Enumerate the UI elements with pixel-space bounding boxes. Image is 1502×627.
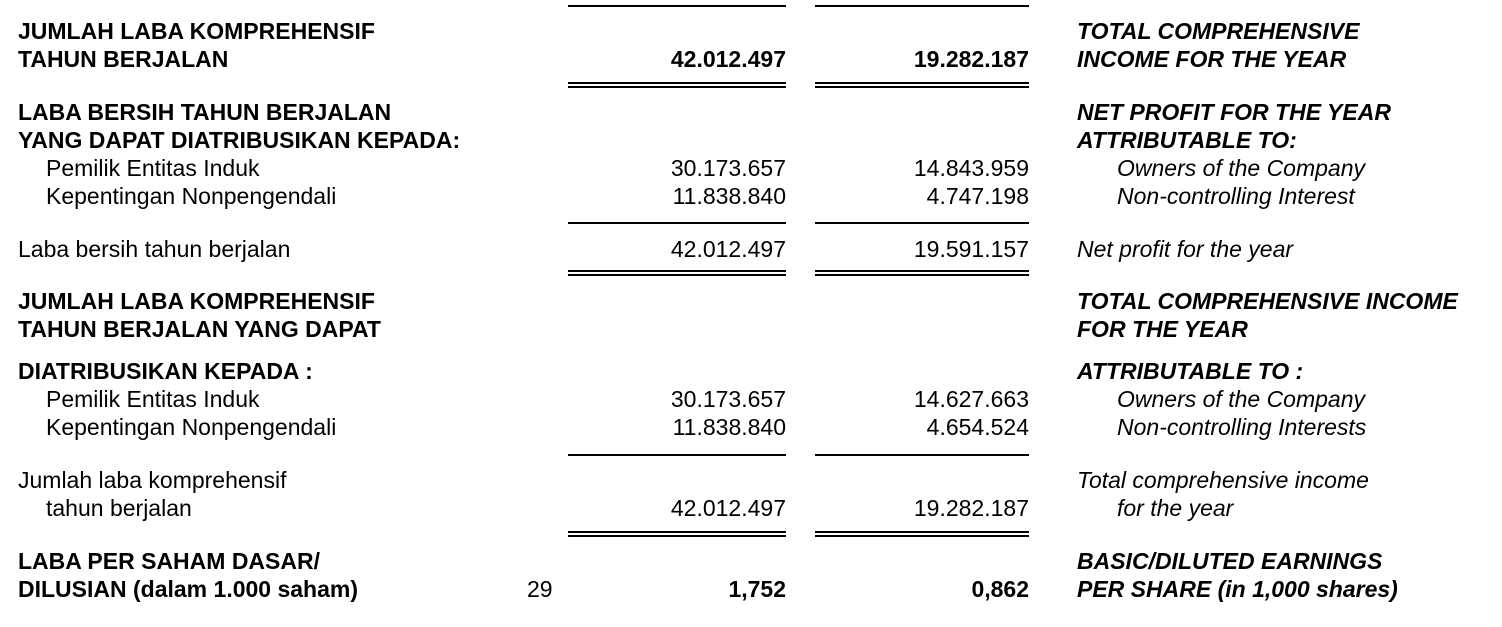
eps-note-ref: 29: [527, 576, 553, 602]
ci-attr-label-en-1: TOTAL COMPREHENSIVE INCOME: [1077, 288, 1458, 314]
eps-label-en-2: PER SHARE (in 1,000 shares): [1077, 576, 1398, 602]
ci-attr-label-en-3: ATTRIBUTABLE TO :: [1077, 358, 1304, 384]
ci-owners-label-en: Owners of the Company: [1117, 386, 1366, 412]
total-ci-label-id-2: TAHUN BERJALAN: [18, 46, 229, 72]
double-rule-current-2b: [568, 274, 786, 276]
double-rule-prior-1b: [815, 86, 1029, 88]
double-rule-prior-3b: [815, 535, 1029, 537]
np-attr-label-id-1: LABA BERSIH TAHUN BERJALAN: [18, 99, 392, 125]
ci-owners-current: 30.173.657: [670, 386, 786, 412]
total-ci-prior: 19.282.187: [913, 46, 1029, 72]
net-profit-prior: 19.591.157: [913, 236, 1029, 262]
net-profit-label-en: Net profit for the year: [1077, 236, 1294, 262]
np-nci-label-en: Non-controlling Interest: [1117, 183, 1355, 209]
np-attr-label-id-2: YANG DAPAT DIATRIBUSIKAN KEPADA:: [18, 127, 461, 153]
ci-owners-label-id: Pemilik Entitas Induk: [46, 386, 260, 412]
double-rule-current-2a: [568, 270, 786, 272]
double-rule-prior-1a: [815, 82, 1029, 84]
double-rule-prior-2a: [815, 270, 1029, 272]
ci-attr-label-en-2: FOR THE YEAR: [1077, 316, 1248, 342]
ci-attr-label-id-2: TAHUN BERJALAN YANG DAPAT: [18, 316, 381, 342]
ci-attr-label-id-1: JUMLAH LABA KOMPREHENSIF: [18, 288, 375, 314]
top-rule-current: [568, 5, 786, 7]
eps-label-id-2: DILUSIAN (dalam 1.000 saham): [18, 576, 359, 602]
eps-prior: 0,862: [971, 576, 1029, 602]
ci-nci-label-en: Non-controlling Interests: [1117, 414, 1367, 440]
total-ci-label-en-1: TOTAL COMPREHENSIVE: [1077, 18, 1360, 44]
total-ci-current: 42.012.497: [670, 46, 786, 72]
ci-nci-label-id: Kepentingan Nonpengendali: [46, 414, 337, 440]
double-rule-prior-3a: [815, 531, 1029, 533]
np-owners-label-en: Owners of the Company: [1117, 155, 1366, 181]
np-nci-current: 11.838.840: [672, 183, 786, 209]
net-profit-label-id: Laba bersih tahun berjalan: [18, 236, 291, 262]
eps-label-en-1: BASIC/DILUTED EARNINGS: [1077, 548, 1383, 574]
total-ci-year-prior: 19.282.187: [913, 495, 1029, 521]
np-owners-prior: 14.843.959: [913, 155, 1029, 181]
total-ci-label-en-2: INCOME FOR THE YEAR: [1077, 46, 1347, 72]
double-rule-current-1a: [568, 82, 786, 84]
double-rule-current-3a: [568, 531, 786, 533]
double-rule-prior-2b: [815, 274, 1029, 276]
np-attr-label-en-1: NET PROFIT FOR THE YEAR: [1077, 99, 1391, 125]
single-rule-prior-2: [815, 454, 1029, 456]
total-ci-year-label-en-1: Total comprehensive income: [1077, 467, 1369, 493]
total-ci-year-label-en-2: for the year: [1117, 495, 1234, 521]
np-attr-label-en-2: ATTRIBUTABLE TO:: [1077, 127, 1297, 153]
ci-nci-prior: 4.654.524: [926, 414, 1029, 440]
ci-nci-current: 11.838.840: [672, 414, 786, 440]
top-rule-prior: [815, 5, 1029, 7]
ci-owners-prior: 14.627.663: [913, 386, 1029, 412]
single-rule-prior-1: [815, 222, 1029, 224]
np-owners-label-id: Pemilik Entitas Induk: [46, 155, 260, 181]
eps-current: 1,752: [728, 576, 786, 602]
np-owners-current: 30.173.657: [670, 155, 786, 181]
np-nci-prior: 4.747.198: [926, 183, 1029, 209]
double-rule-current-1b: [568, 86, 786, 88]
ci-attr-label-id-3: DIATRIBUSIKAN KEPADA :: [18, 358, 313, 384]
total-ci-label-id-1: JUMLAH LABA KOMPREHENSIF: [18, 18, 375, 44]
eps-label-id-1: LABA PER SAHAM DASAR/: [18, 548, 320, 574]
total-ci-year-label-id-2: tahun berjalan: [46, 495, 192, 521]
np-nci-label-id: Kepentingan Nonpengendali: [46, 183, 337, 209]
double-rule-current-3b: [568, 535, 786, 537]
net-profit-current: 42.012.497: [670, 236, 786, 262]
single-rule-current-2: [568, 454, 786, 456]
single-rule-current-1: [568, 222, 786, 224]
total-ci-year-label-id-1: Jumlah laba komprehensif: [18, 467, 287, 493]
total-ci-year-current: 42.012.497: [670, 495, 786, 521]
